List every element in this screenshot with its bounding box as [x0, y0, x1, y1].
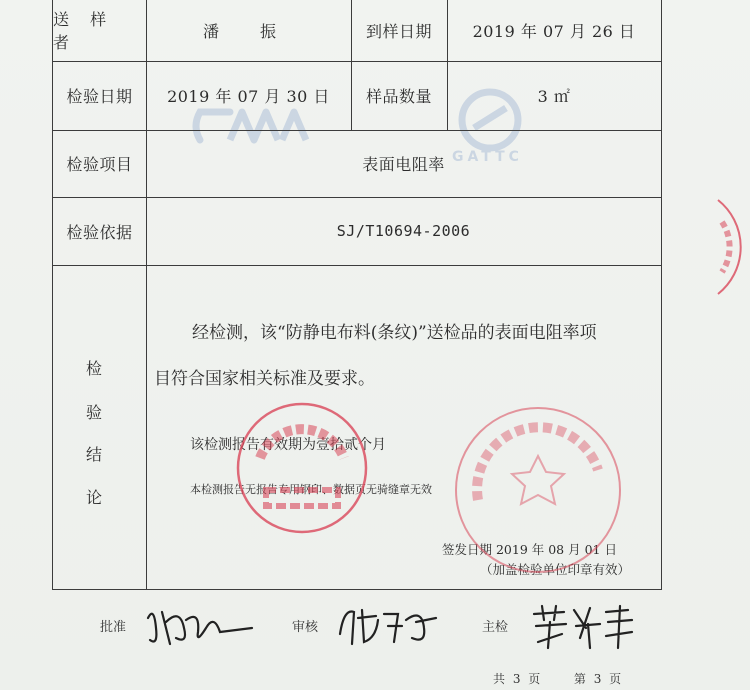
- chief-inspector-signature: [528, 598, 638, 652]
- test-item-value: 表面电阻率: [362, 155, 445, 174]
- inspection-seal-stamp: [232, 398, 372, 542]
- sender-value: 潘 振: [202, 21, 295, 41]
- review-label: 审核: [292, 620, 319, 635]
- chief-inspector-label: 主检: [482, 620, 509, 635]
- test-date-value: 2019 年 07 月 30 日: [167, 87, 330, 106]
- current-page: 第 3 页: [573, 672, 622, 686]
- test-basis-value: SJ/T10694-2006: [336, 222, 471, 240]
- conclusion-label-char: 结: [85, 445, 102, 464]
- approver-signature: [140, 598, 260, 652]
- conclusion-label-char: 检: [85, 359, 102, 378]
- row-divider: [53, 265, 661, 266]
- conclusion-line-1: 经检测，该“防静电布料(条纹)”送检品的表面电阻率项: [192, 323, 597, 343]
- gattc-watermark-text: GATTC: [452, 149, 523, 165]
- reviewer-signature: [332, 598, 442, 652]
- edge-seal-stamp: [712, 192, 750, 306]
- test-date-label: 检验日期: [66, 87, 133, 106]
- conclusion-label-char: 验: [85, 403, 102, 422]
- arrival-date-value: 2019 年 07 月 26 日: [472, 21, 636, 41]
- arrival-date-label: 到样日期: [365, 21, 432, 41]
- signature-row: [0, 596, 750, 656]
- validity-note: 该检测报告有效期为壹拾贰个月: [190, 437, 386, 453]
- stamp-validity-note: （加盖检验单位印章有效）: [480, 562, 631, 577]
- conclusion-line-2: 目符合国家相关标准及要求。: [154, 369, 375, 389]
- approve-label: 批准: [100, 620, 127, 635]
- total-pages: 共 3 页: [493, 672, 541, 686]
- test-item-label: 检验项目: [66, 155, 133, 174]
- quantity-value: 3 ㎡: [537, 87, 571, 106]
- conclusion-label-char: 论: [85, 488, 102, 507]
- test-basis-label: 检验依据: [66, 222, 133, 242]
- invalid-notice: 本检测报告无报告专用钢印、数据页无骑缝章无效: [190, 483, 432, 496]
- quantity-label: 样品数量: [365, 87, 432, 106]
- issue-date: 签发日期 2019 年 08 月 01 日: [442, 542, 617, 557]
- sender-label: 送 样 者: [53, 10, 115, 52]
- company-seal-stamp: [448, 400, 631, 584]
- page-counter: [493, 670, 621, 687]
